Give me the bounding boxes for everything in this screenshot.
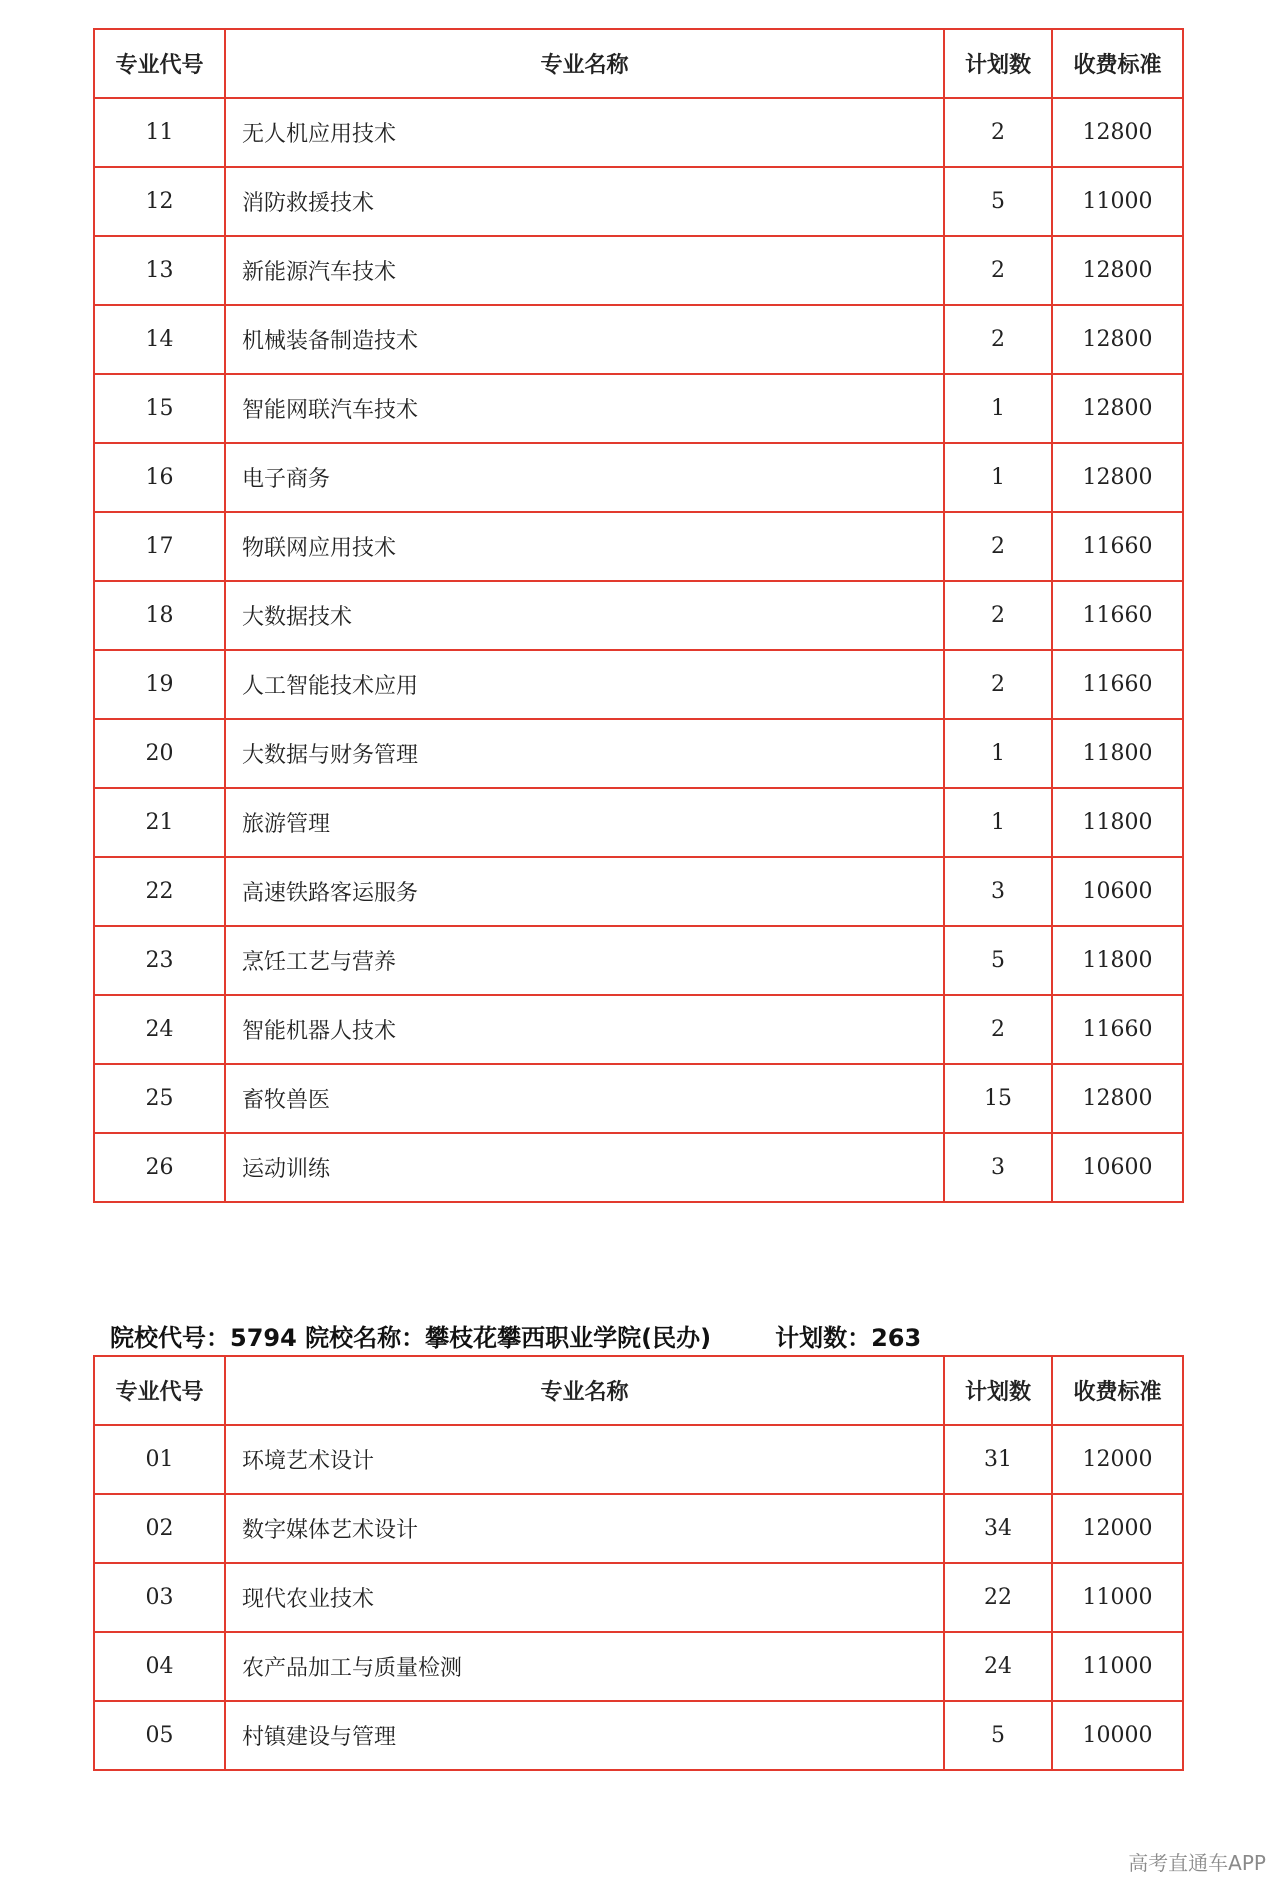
fee-standard: 12800 [1052,374,1183,443]
header-fee: 收费标准 [1052,1356,1183,1425]
major-code: 19 [94,650,225,719]
fee-standard: 12000 [1052,1425,1183,1494]
table-row [94,98,1183,167]
header-name: 专业名称 [225,29,944,98]
plan-count: 2 [944,98,1052,167]
plan-count: 1 [944,788,1052,857]
major-code: 02 [94,1494,225,1563]
major-name: 数字媒体艺术设计 [225,1494,944,1563]
fee-standard: 12800 [1052,1064,1183,1133]
major-name: 烹饪工艺与营养 [225,926,944,995]
major-name: 无人机应用技术 [225,98,944,167]
fee-standard: 12800 [1052,98,1183,167]
header-code: 专业代号 [94,1356,225,1425]
header-plan: 计划数 [944,1356,1052,1425]
major-name: 人工智能技术应用 [225,650,944,719]
table-row [94,1701,1183,1770]
table-row [94,1494,1183,1563]
fee-standard: 12800 [1052,443,1183,512]
header-plan: 计划数 [944,29,1052,98]
watermark-text: 高考直通车APP [1128,1851,1266,1875]
header-fee: 收费标准 [1052,29,1183,98]
table-row [94,305,1183,374]
major-code: 15 [94,374,225,443]
major-name: 运动训练 [225,1133,944,1202]
fee-standard: 12800 [1052,236,1183,305]
major-code: 04 [94,1632,225,1701]
table-row [94,167,1183,236]
fee-standard: 11000 [1052,167,1183,236]
major-code: 11 [94,98,225,167]
table-row [94,1632,1183,1701]
table-1-body [94,98,1183,1202]
fee-standard: 11660 [1052,512,1183,581]
plan-count: 2 [944,305,1052,374]
fee-standard: 11660 [1052,995,1183,1064]
table-2-body [94,1425,1183,1770]
plan-count: 22 [944,1563,1052,1632]
major-name: 农产品加工与质量检测 [225,1632,944,1701]
major-name: 物联网应用技术 [225,512,944,581]
major-name: 旅游管理 [225,788,944,857]
major-code: 05 [94,1701,225,1770]
major-name: 大数据与财务管理 [225,719,944,788]
fee-standard: 10600 [1052,857,1183,926]
school-info-line [110,1318,921,1353]
table-row [94,1133,1183,1202]
header-name: 专业名称 [225,1356,944,1425]
school-plan-total: 计划数：263 [775,1324,922,1352]
plan-count: 5 [944,167,1052,236]
plan-count: 15 [944,1064,1052,1133]
plan-count: 1 [944,374,1052,443]
major-name: 现代农业技术 [225,1563,944,1632]
table-row [94,1064,1183,1133]
fee-standard: 11660 [1052,650,1183,719]
table-row [94,650,1183,719]
plan-count: 24 [944,1632,1052,1701]
plan-count: 1 [944,443,1052,512]
table-row [94,926,1183,995]
plan-count: 2 [944,236,1052,305]
plan-count: 1 [944,719,1052,788]
major-code: 26 [94,1133,225,1202]
fee-standard: 11660 [1052,581,1183,650]
fee-standard: 12000 [1052,1494,1183,1563]
table-row [94,581,1183,650]
plan-count: 2 [944,512,1052,581]
major-name: 机械装备制造技术 [225,305,944,374]
major-plan-table-2 [93,1355,1184,1771]
fee-standard: 10600 [1052,1133,1183,1202]
major-code: 24 [94,995,225,1064]
school-code-name: 院校代号：5794 院校名称：攀枝花攀西职业学院(民办) [110,1324,712,1352]
table-row [94,995,1183,1064]
table-row [94,857,1183,926]
major-code: 25 [94,1064,225,1133]
plan-count: 2 [944,995,1052,1064]
major-code: 03 [94,1563,225,1632]
major-plan-table-1 [93,28,1184,1203]
major-code: 16 [94,443,225,512]
major-code: 22 [94,857,225,926]
table-header-row [94,1356,1183,1425]
table-row [94,719,1183,788]
major-code: 17 [94,512,225,581]
plan-count: 2 [944,581,1052,650]
table-row [94,788,1183,857]
major-name: 畜牧兽医 [225,1064,944,1133]
table-row [94,443,1183,512]
major-name: 消防救援技术 [225,167,944,236]
major-code: 01 [94,1425,225,1494]
table-row [94,236,1183,305]
major-name: 智能网联汽车技术 [225,374,944,443]
table-row [94,512,1183,581]
major-name: 村镇建设与管理 [225,1701,944,1770]
plan-count: 31 [944,1425,1052,1494]
table-row [94,1425,1183,1494]
plan-count: 5 [944,1701,1052,1770]
major-code: 21 [94,788,225,857]
major-code: 18 [94,581,225,650]
table-row [94,1563,1183,1632]
major-code: 14 [94,305,225,374]
major-name: 电子商务 [225,443,944,512]
fee-standard: 10000 [1052,1701,1183,1770]
fee-standard: 11000 [1052,1632,1183,1701]
plan-count: 5 [944,926,1052,995]
major-code: 12 [94,167,225,236]
plan-count: 2 [944,650,1052,719]
table-header-row [94,29,1183,98]
major-name: 高速铁路客运服务 [225,857,944,926]
header-code: 专业代号 [94,29,225,98]
table-row [94,374,1183,443]
fee-standard: 11800 [1052,788,1183,857]
major-name: 智能机器人技术 [225,995,944,1064]
major-code: 20 [94,719,225,788]
fee-standard: 12800 [1052,305,1183,374]
plan-count: 34 [944,1494,1052,1563]
fee-standard: 11800 [1052,926,1183,995]
major-name: 大数据技术 [225,581,944,650]
plan-count: 3 [944,1133,1052,1202]
fee-standard: 11800 [1052,719,1183,788]
major-name: 环境艺术设计 [225,1425,944,1494]
fee-standard: 11000 [1052,1563,1183,1632]
major-code: 23 [94,926,225,995]
plan-count: 3 [944,857,1052,926]
major-name: 新能源汽车技术 [225,236,944,305]
major-code: 13 [94,236,225,305]
